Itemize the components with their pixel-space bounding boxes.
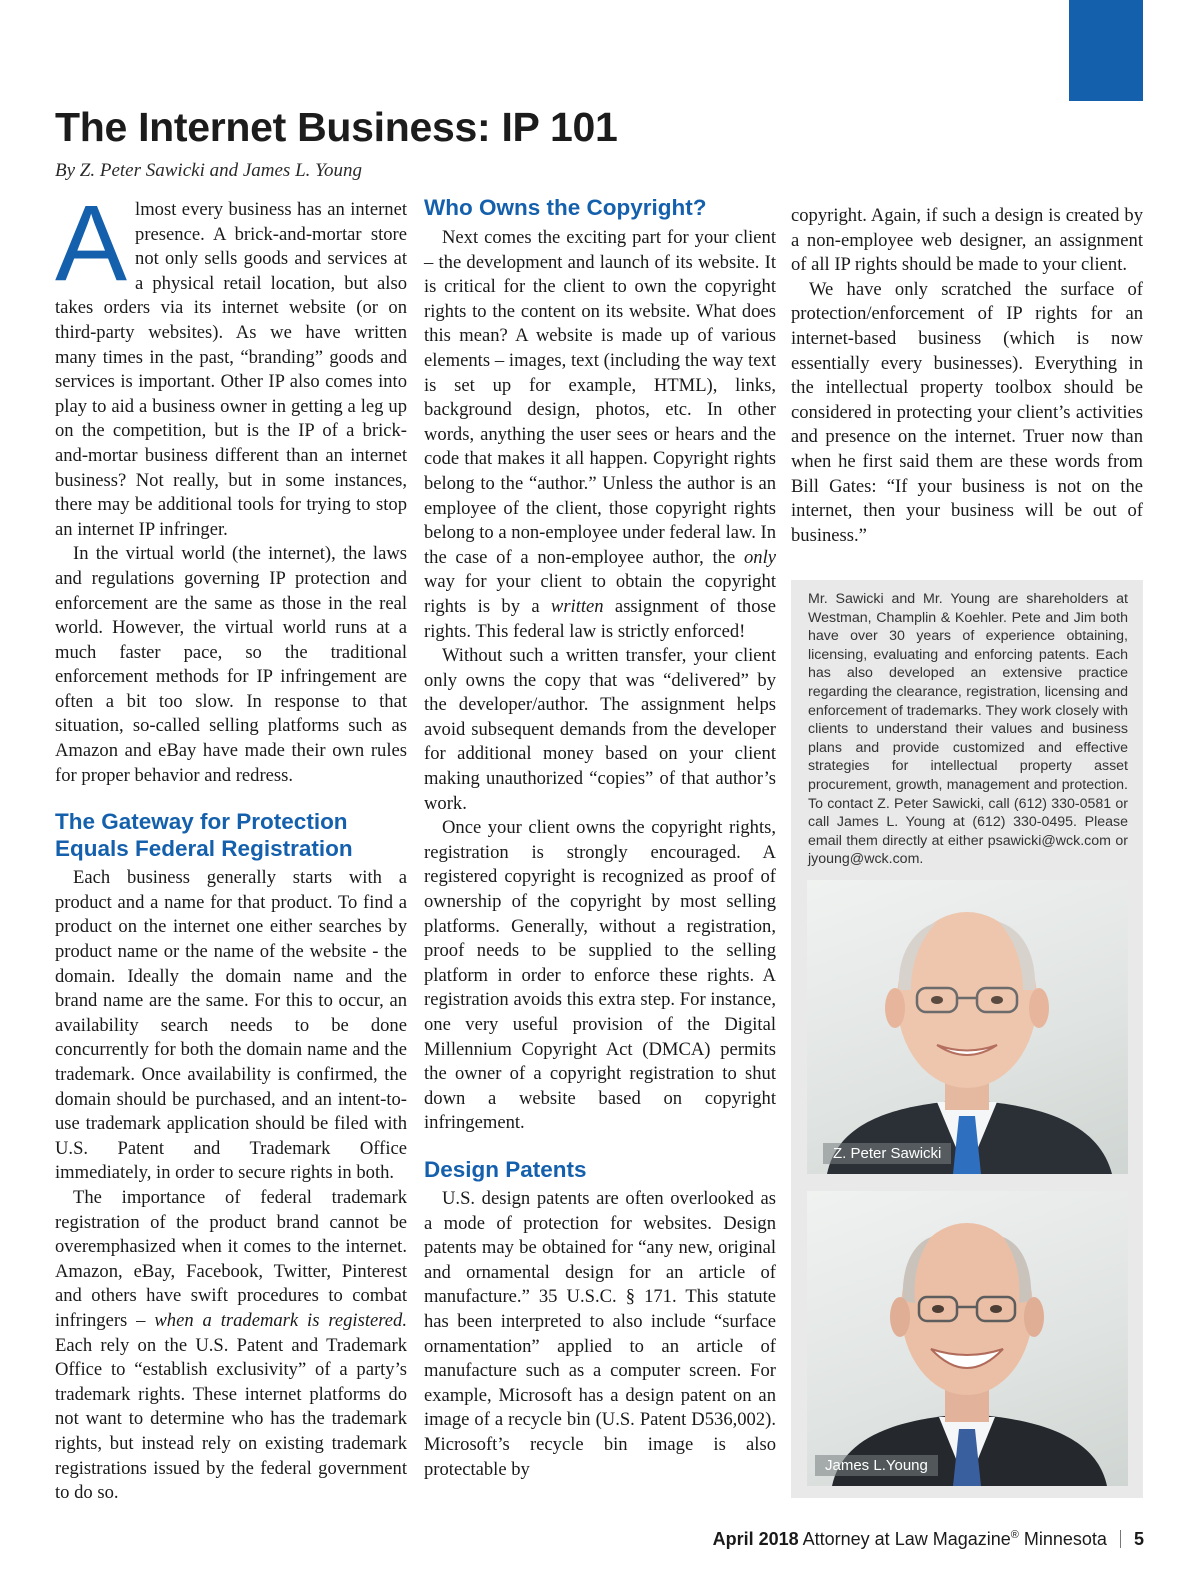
text-segment: way for your client to obtain the copyright rights is by a [424, 571, 776, 617]
paragraph-design-patents: U.S. design patents are often overlooked as a mode of protection for websites. Design patents may be obtained for “any new, original and ornamental design for an article of manufacture.” 35 U.S.C. § 171. This statute has been interpreted to also include “surface ornamentation” applied to an article of manufacture such as a computer screen. For example, Microsoft has a design patent on an image of a recycle bin (U.S. Patent D536,002). Microsoft’s recycle bin image is also protectable by [424, 1187, 776, 1480]
registered-mark: ® [1010, 1529, 1019, 1541]
text-segment: assignment of those rights. This federal law is strictly enforced! [424, 595, 776, 642]
footer-divider [1120, 1530, 1121, 1548]
heading-copyright: Who Owns the Copyright? [424, 195, 707, 220]
intro-paragraph [55, 182, 407, 542]
portrait-illustration [807, 1191, 1128, 1486]
author-bio-box [791, 580, 1143, 1498]
paragraph-copyright [424, 226, 776, 644]
byline: By Z. Peter Sawicki and James L. Young [55, 160, 362, 181]
article-title: The Internet Business: IP 101 [55, 104, 618, 150]
text-segment: Each rely on the U.S. Patent and Trademark Office to “establish exclusivity” of a party’s trademark rights. These internet platforms do not want to determine who has the trademark rights, but instead rely on existing trademark registrations issued by the federal government to do so. [55, 1334, 407, 1504]
emphasis-registered: when a trademark is registered. [154, 1309, 407, 1331]
portrait-illustration [807, 880, 1128, 1174]
column-3 [791, 204, 1143, 548]
heading-design-patents: Design Patents [424, 1156, 587, 1182]
footer-region: Minnesota [1023, 1529, 1107, 1549]
text-segment: Next comes the exciting part for your client – the development and launch of its website. It is critical for the client to own the copyright rights to the content on its website. What does this mean? A website is made up of various elements – images, text (including the way text is set up for example, HTML), links, background design, photos, etc. In other words, anything the user sees or hears and the code that makes it all happen. Copyright rights belong to the “author.” Unless the author is an employee of the client, those copyright rights belong to a non-employee under federal law. In the case of a non-employee author, the [424, 227, 776, 568]
paragraph-product-name: Each business generally starts with a product and a name for that product. To find a product on the internet one either searches by product name or the name of the website - the domain. Ideally the domain name and the brand name are the same. For this to occur, an availability search needs to be done concurrently for both the domain name and the trademark. Once availability is confirmed, the domain should be purchased, and an intent-to-use trademark application should be filed with U.S. Patent and Trademark Office immediately, in order to secure rights in both. [55, 867, 407, 1184]
paragraph-virtual-world: In the virtual world (the internet), the laws and regulations governing IP protection and enforcement are the same as those in the real world. However, the virtual world runs at a much faster pace, so the traditional enforcement methods for IP infringement are often a bit too slow. In response to that situation, so-called selling platforms such as Amazon and eBay have made their own rules for proper behavior and redress. [55, 543, 407, 786]
heading-gateway: The Gateway for Protection Equals Federal Registration [55, 809, 353, 862]
paragraph-federal-registration [55, 1186, 407, 1506]
column-2 [424, 194, 776, 1482]
author-bio-text: Mr. Sawicki and Mr. Young are shareholders at Westman, Champlin & Koehler. Pete and Jim both have over 30 years of experience obtaining, licensing, evaluating and enforcing patents. Each has also developed an extensive practice regarding the clearance, registration, licensing and enforcement of trademarks. They work closely with clients to understand their values and business plans and provide customized and effective strategies for intellectual property asset procurement, growth, management and protection. To contact Z. Peter Sawicki, call (612) 330-0581 or call James L. Young at (612) 330-0495. Please email them directly at either psawicki@wck.com or jyoung@wck.com. [808, 591, 1128, 868]
paragraph-registration: Once your client owns the copyright rights, registration is strongly encouraged. A registered copyright is recognized as proof of ownership of the copyright by most selling platforms. Generally, without a registration, proof needs to be supplied to the selling platform in order to enforce these rights. A registration avoids this extra step. For instance, one very useful provision of the Digital Millennium Copyright Act (DMCA) permits the owner of a copyright registration to shut down a website based on copyright infringement. [424, 817, 776, 1134]
emphasis-written: written [550, 595, 604, 617]
accent-block [1069, 0, 1143, 101]
intro-text: lmost every business has an internet presence. A brick-and-mortar store not only sells goods and services at a physical retail location, but also takes orders via its internet website (or on third-party websites). As we have written many times in the past, “branding” goods and services is important. Other IP also comes into play to aid a business owner in getting a leg up on the competition, but is the IP of a brick-and-mortar business different than an internet business? Not really, but in some instances, there may be additional tools for trying to stop an internet IP infringer. [55, 199, 407, 540]
paragraph-copyright-continued: copyright. Again, if such a design is created by a non-employee web designer, an assignment of all IP rights should be made to your client. [791, 205, 1143, 276]
author-photo-young [807, 1191, 1128, 1486]
footer-magazine: Attorney at Law Magazine [802, 1529, 1011, 1549]
photo-caption-young: James L.Young [815, 1455, 938, 1476]
emphasis-only: only [743, 546, 776, 568]
paragraph-written-transfer: Without such a written transfer, your client only owns the copy that was “delivered” by the developer/author. The assignment helps avoid subsequent demands from the developer for additional money based on your client making unauthorized “copies” of that author’s work. [424, 645, 776, 814]
paragraph-conclusion: We have only scratched the surface of protection/enforcement of IP rights for an internet-based business (which is now essentially every businesses). Everything in the intellectual property toolbox should be considered in protecting your client’s activities and presence on the internet. Truer now than when he first said them are these words from Bill Gates: “If your business is not on the internet, then your business will be out of business.” [791, 278, 1143, 546]
footer-date: April 2018 [712, 1529, 799, 1549]
photo-caption-sawicki: Z. Peter Sawicki [823, 1143, 951, 1164]
drop-cap: A [55, 182, 128, 303]
text-segment: The importance of federal trademark registration of the product brand cannot be overemphasized when it comes to the internet. Amazon, eBay, Facebook, Twitter, Pinterest and others have swift procedures to combat infringers – [55, 1186, 407, 1331]
page-footer [713, 1529, 1144, 1550]
author-photo-sawicki [807, 880, 1128, 1174]
page-number: 5 [1133, 1529, 1144, 1549]
column-1 [55, 182, 407, 1506]
